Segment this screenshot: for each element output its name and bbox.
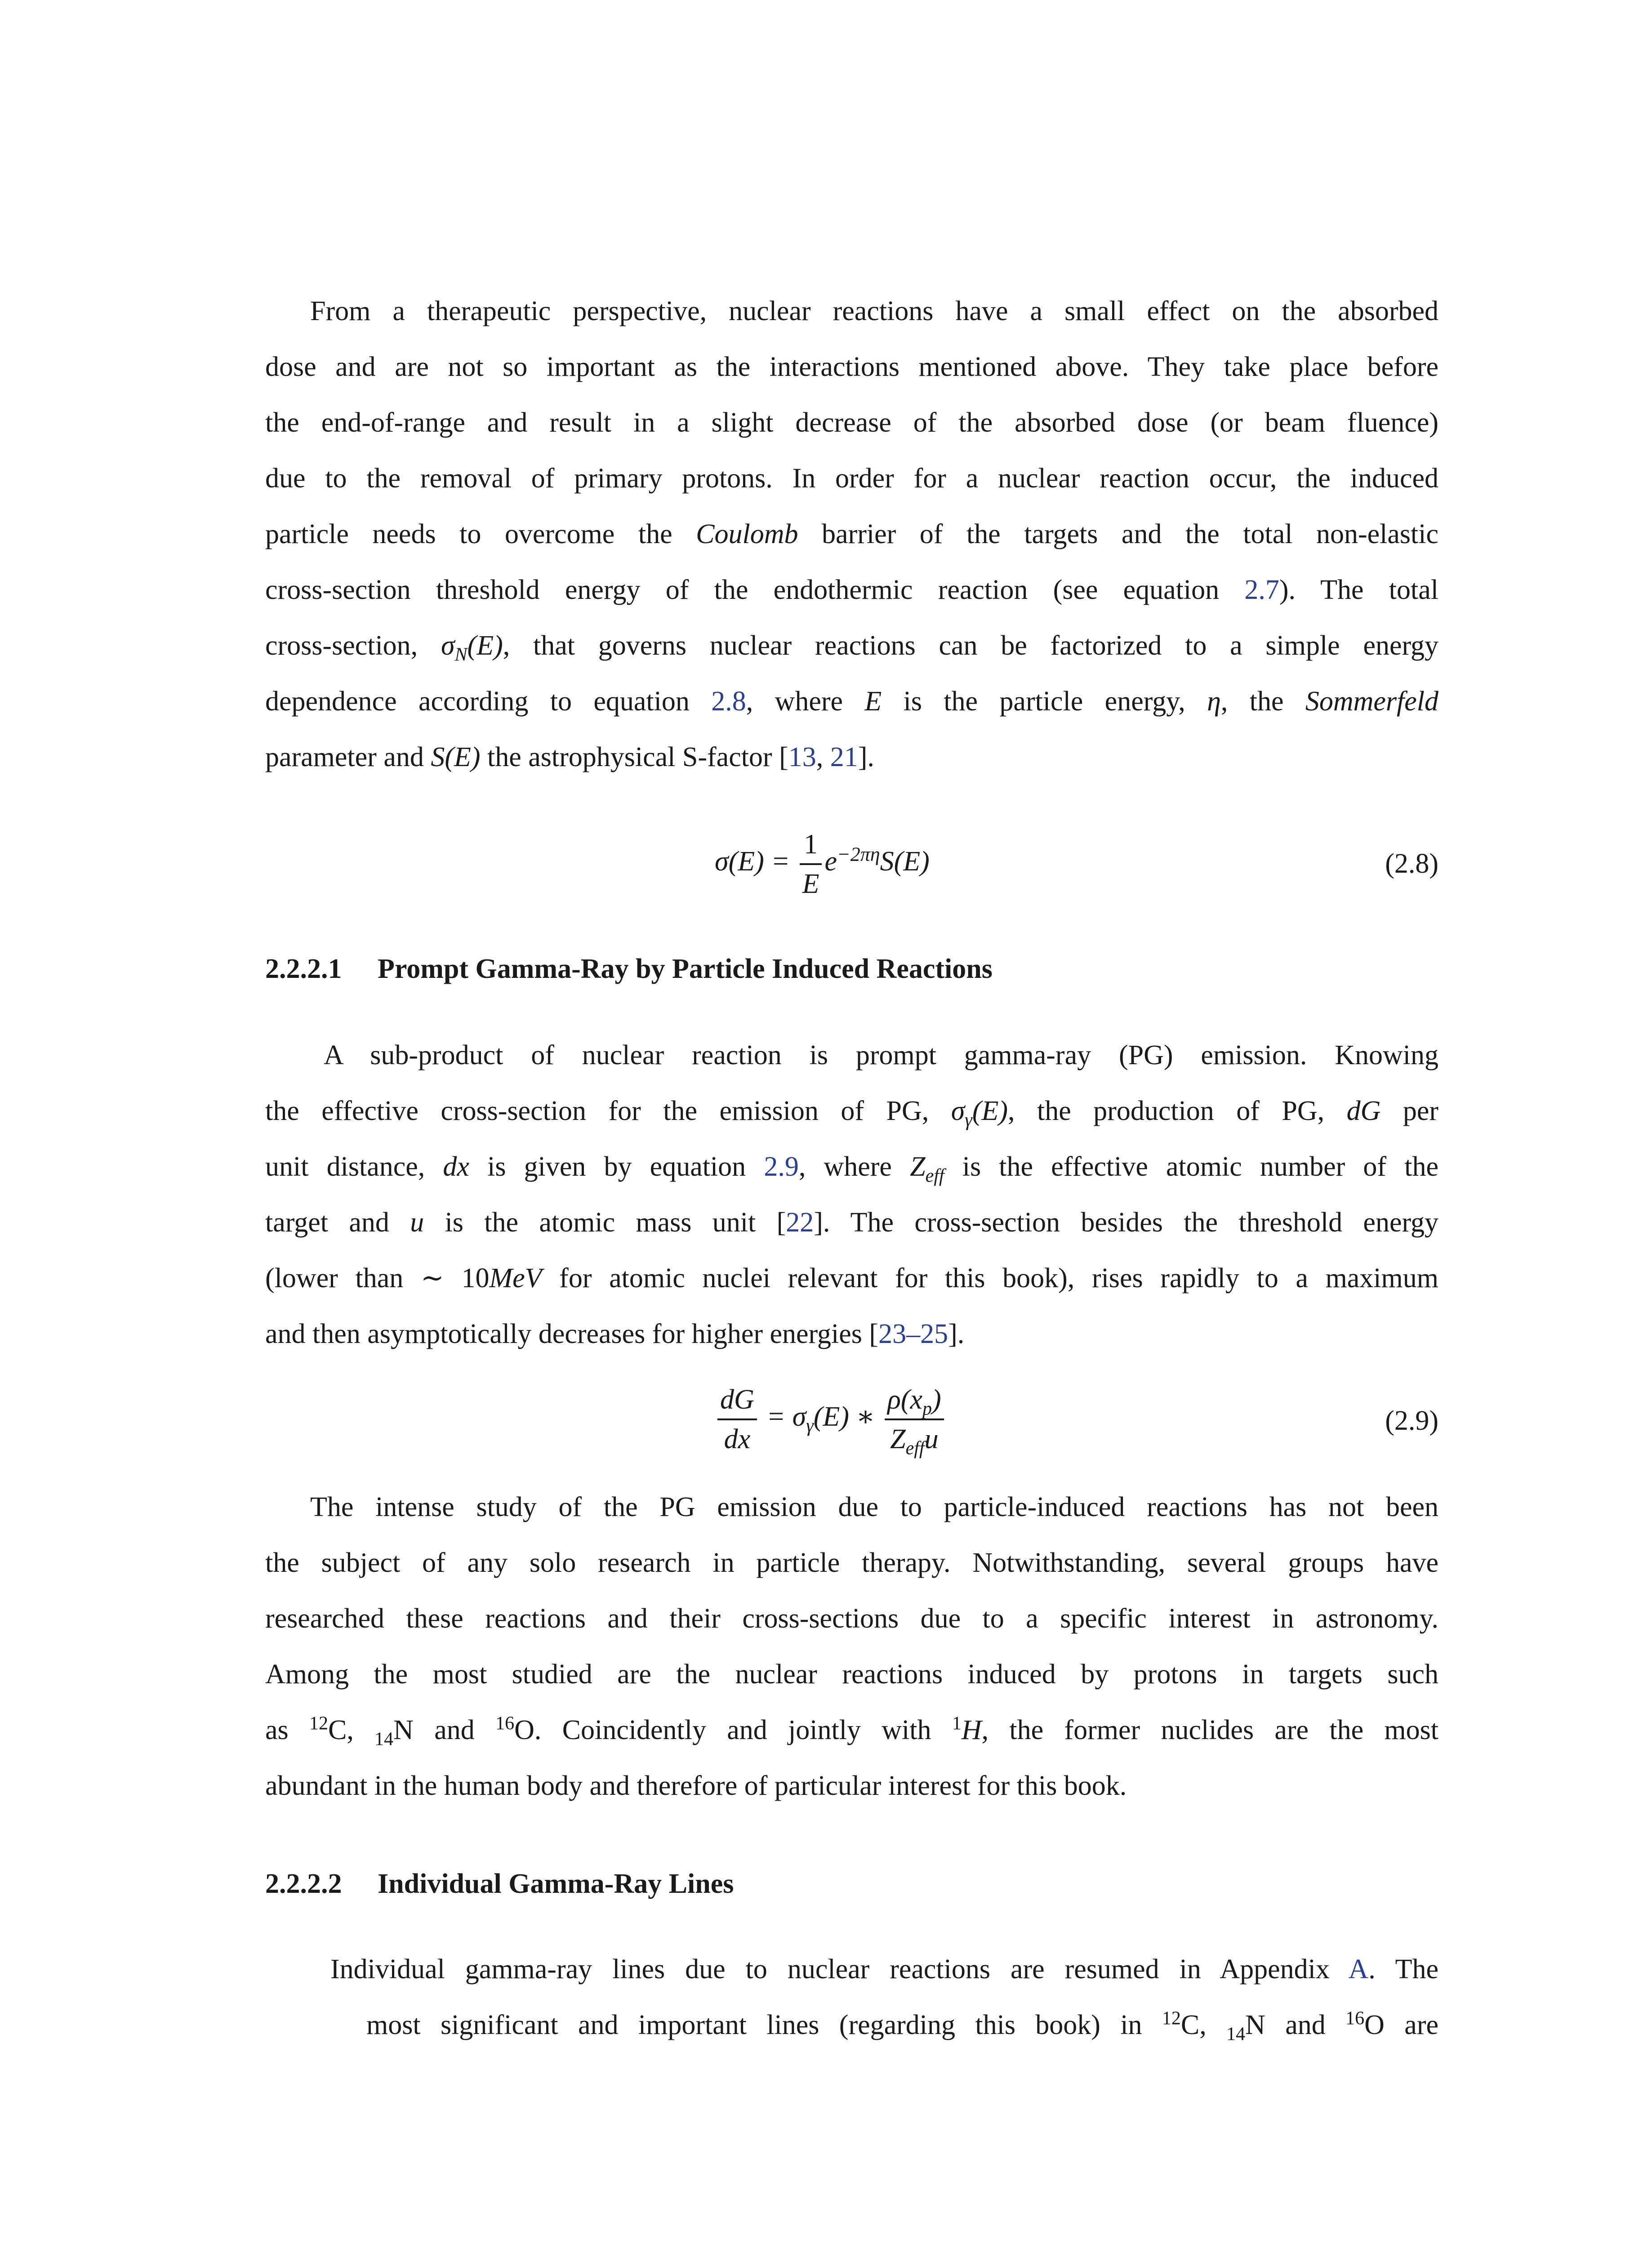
text-line: target and u is the atomic mass unit [22]. The cross-section besides the threshold energy [265, 1207, 1438, 1238]
fraction: $\frac{\rho(x_p)}{Z_{eff}u}$ [885, 1383, 944, 1456]
text-line: the end-of-range and result in a slight decrease of the absorbed dose (or beam fluence) [265, 407, 1438, 438]
text-line: cross-section, $\sigma_N(E)$, that governs nuclear reactions can be factorized to a simple energy [265, 630, 1439, 665]
equation-body: $\frac{dG}{dx}$ = $\sigma_\gamma(E)$ ∗ $\frac{\rho(x_p)}{Z_{eff}u}$ [715, 1383, 947, 1456]
text-line: due to the removal of primary protons. In order for a nuclear reaction occur, the induced [265, 463, 1438, 494]
text-line: as $^{12}$C, $_{14}$N and $^{16}$O. Coincidently and jointly with $^1$H, the former nuclides are the most [265, 1713, 1439, 1750]
text-line: unit distance, dx is given by equation 2.9, where $Z_{eff}$ is the effective atomic number of the [265, 1151, 1438, 1186]
text-line: and then asymptotically decreases for higher energies [23–25]. [265, 1319, 965, 1349]
equation-body: σ(E) = $\frac{1}{E}$ $e^{-2\pi\eta}S(E)$ [715, 827, 930, 901]
text-line: Individual gamma-ray lines due to nuclear reactions are resumed in Appendix A. The [330, 1954, 1438, 1985]
text-line: abundant in the human body and therefore of particular interest for this book. [265, 1771, 1127, 1801]
paragraph-pg-study [265, 1479, 1438, 1814]
text-line: parameter and S(E) the astrophysical S-factor [13, 21]. [265, 742, 874, 772]
text-line: dependence according to equation 2.8, where E is the particle energy, η, the Sommerfeld [265, 686, 1439, 717]
text-line: researched these reactions and their cross-sections due to a specific interest in astronomy. [265, 1603, 1438, 1634]
section-title: Prompt Gamma-Ray by Particle Induced Reactions [378, 954, 993, 984]
appendix-link[interactable]: A [1348, 1954, 1369, 1985]
text-line: Among the most studied are the nuclear reactions induced by protons in targets such [265, 1659, 1438, 1690]
text-line: cross-section threshold energy of the endothermic reaction (see equation 2.7). The total [265, 575, 1438, 605]
equation-2-8 [265, 827, 1438, 908]
text-line: (lower than ∼ 10MeV for atomic nuclei relevant for this book), rises rapidly to a maximum [265, 1263, 1438, 1293]
equation-number: (2.9) [1385, 1405, 1438, 1436]
section-heading-prompt-gamma [265, 953, 993, 985]
equation-link[interactable]: 2.9 [764, 1151, 799, 1182]
text-line: The intense study of the PG emission due to particle-induced reactions has not been [310, 1492, 1438, 1522]
citation-link[interactable]: 21 [830, 742, 858, 772]
text-line: particle needs to overcome the Coulomb barrier of the targets and the total non-elastic [265, 519, 1438, 549]
equation-2-9 [265, 1383, 1438, 1463]
section-title: Individual Gamma-Ray Lines [378, 1869, 734, 1899]
section-number: 2.2.2.1 [265, 954, 342, 984]
text-line: dose and are not so important as the interactions mentioned above. They take place before [265, 352, 1438, 382]
equation-number: (2.8) [1385, 848, 1438, 879]
section-heading-gamma-lines [265, 1868, 734, 1900]
text-line: the subject of any solo research in particle therapy. Notwithstanding, several groups have [265, 1548, 1438, 1578]
paragraph-prompt-gamma [265, 1027, 1438, 1362]
citation-link[interactable]: 13 [788, 742, 816, 772]
text-line: most significant and important lines (regarding this book) in $^{12}$C, $_{14}$N and $^{16}$O are [366, 2008, 1438, 2045]
fraction: $\frac{dG}{dx}$ [717, 1383, 757, 1456]
text-line: A sub-product of nuclear reaction is prompt gamma-ray (PG) emission. Knowing [324, 1040, 1438, 1070]
citation-link[interactable]: 22 [786, 1207, 814, 1238]
text-line: the effective cross-section for the emission of PG, $\sigma_\gamma(E)$, the production of PG, dG per [265, 1096, 1438, 1131]
citation-link[interactable]: 23–25 [878, 1319, 948, 1349]
fraction: $\frac{1}{E}$ [800, 827, 822, 901]
text-line: From a therapeutic perspective, nuclear reactions have a small effect on the absorbed [310, 296, 1438, 326]
section-number: 2.2.2.2 [265, 1869, 342, 1899]
equation-link[interactable]: 2.7 [1244, 575, 1279, 605]
paragraph-nuclear-reactions [265, 283, 1438, 785]
paragraph-gamma-lines [265, 1941, 1438, 2053]
equation-link[interactable]: 2.8 [711, 686, 746, 717]
